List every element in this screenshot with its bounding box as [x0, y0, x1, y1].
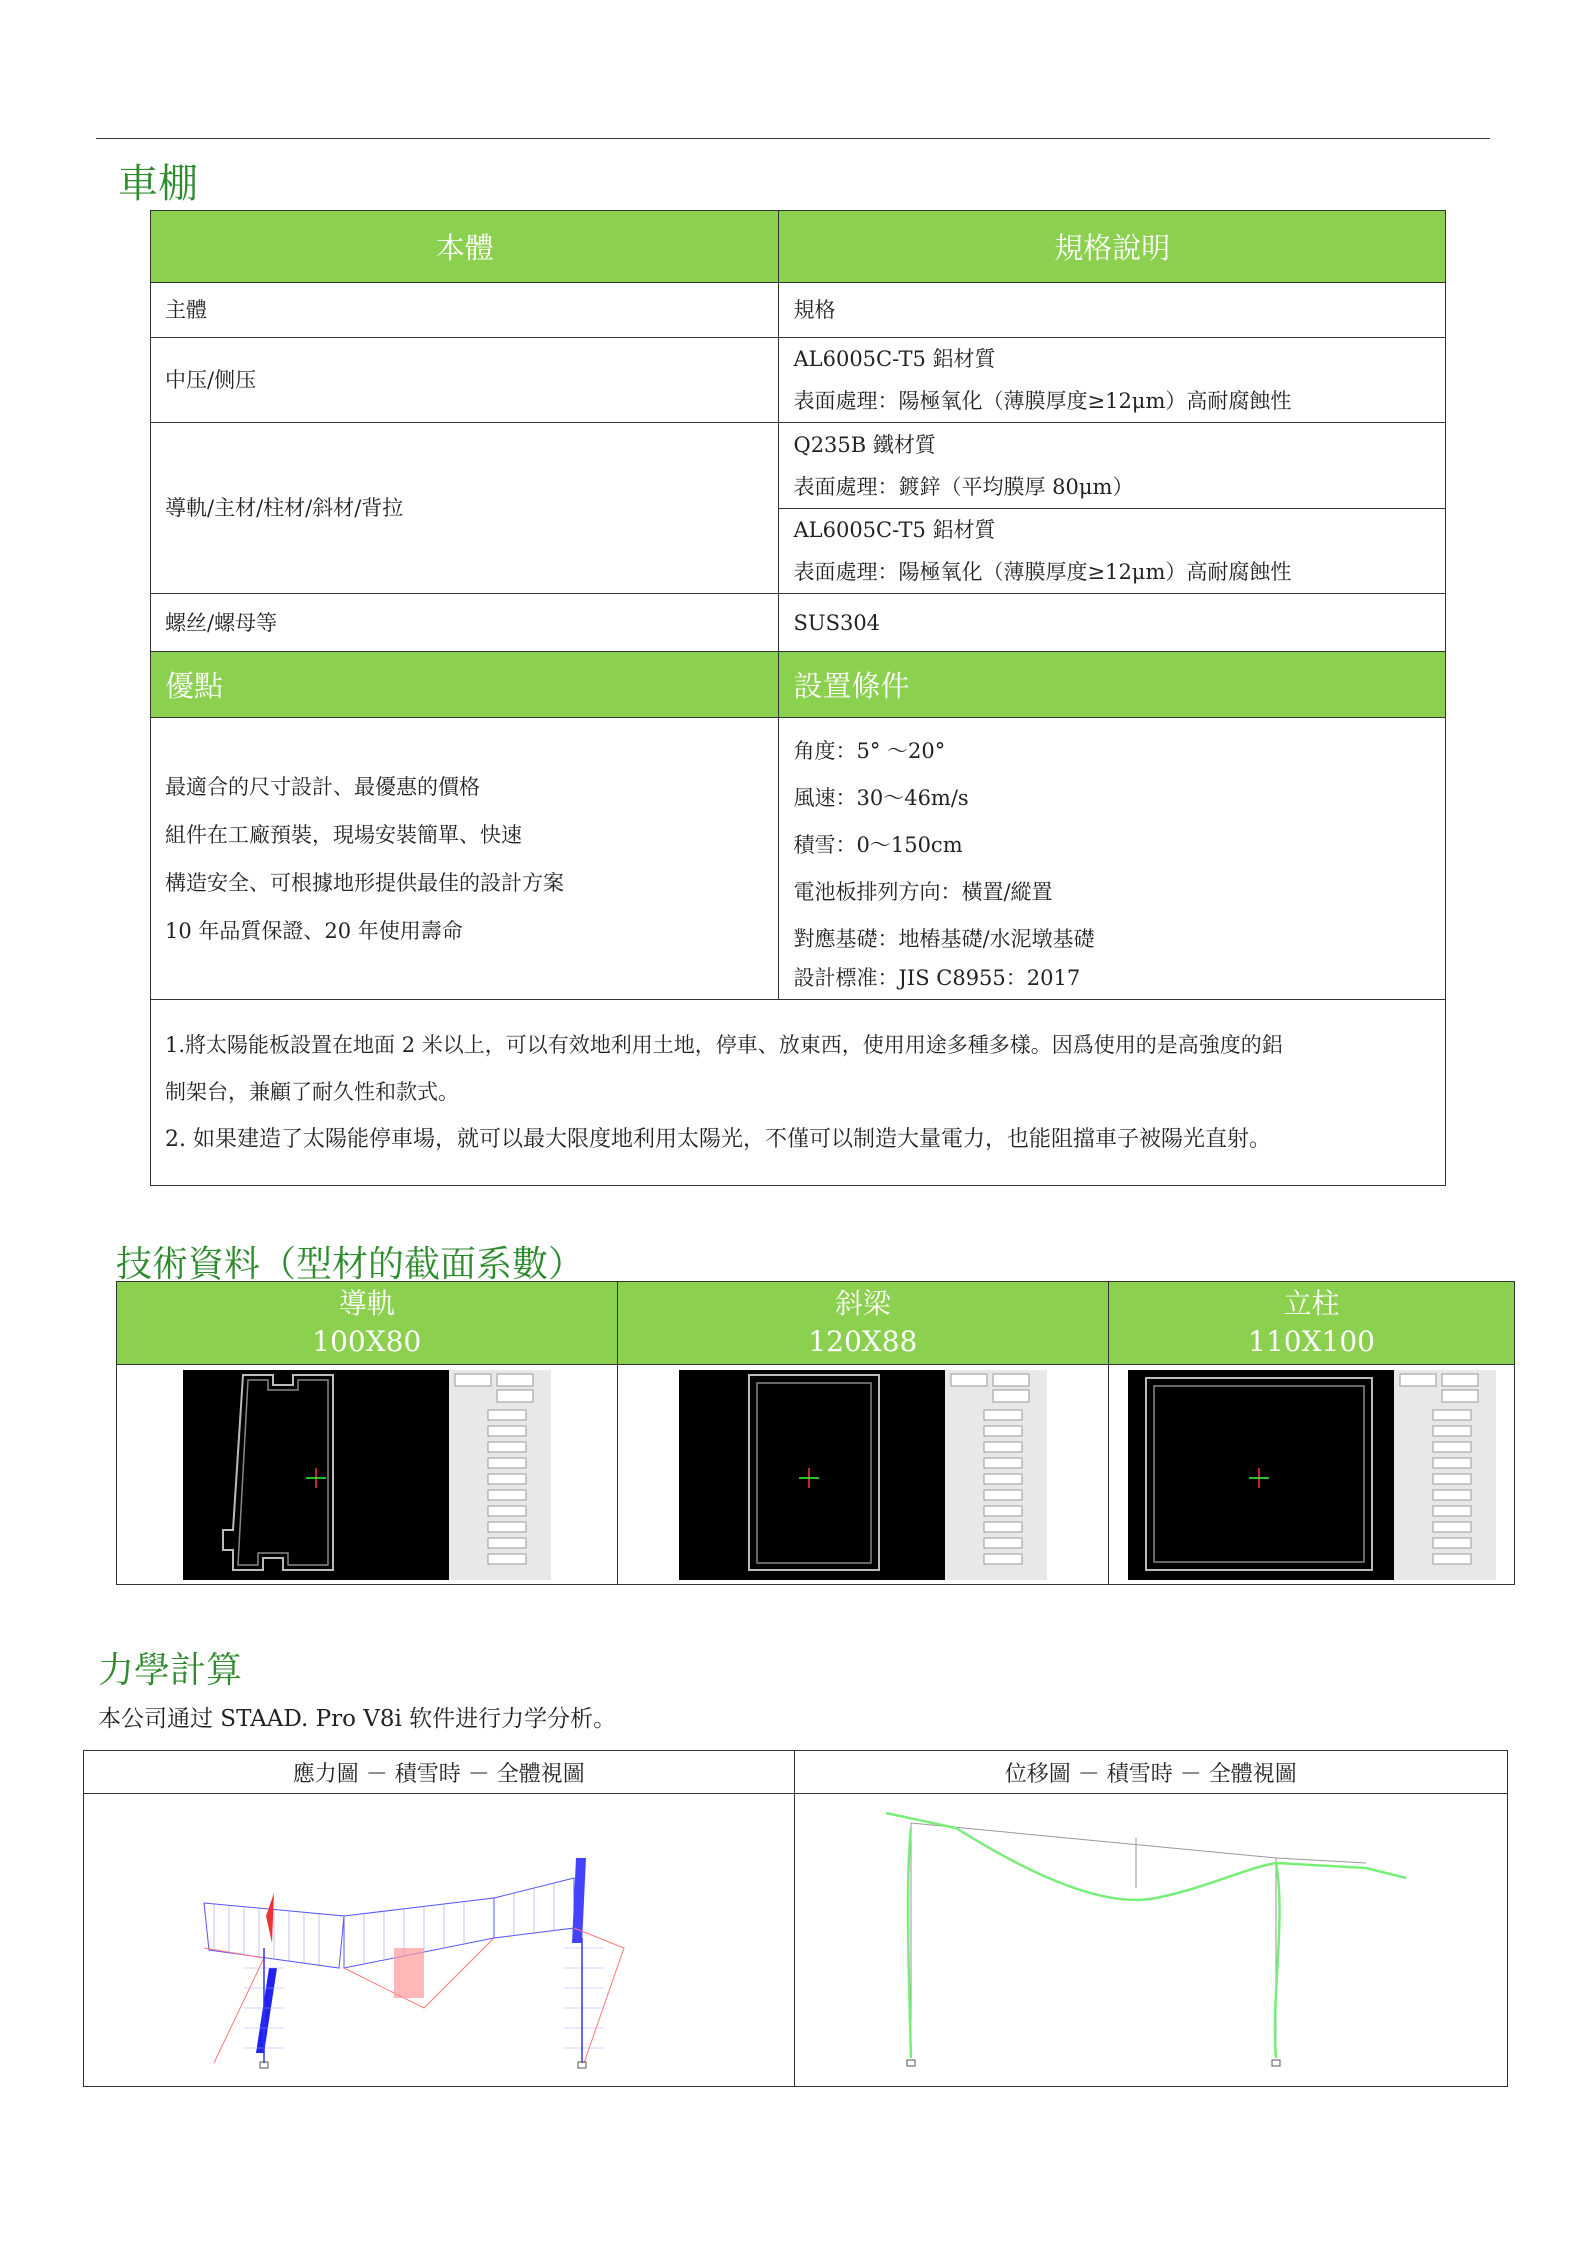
row-rail-value-b	[779, 509, 1446, 594]
tech-size: 120X88	[808, 1325, 918, 1358]
rail-material-a: Q235B 鐵材質	[793, 432, 936, 457]
condition-item: 積雪：0～150cm	[793, 833, 963, 857]
stress-diagram-title: 應力圖 － 積雪時 － 全體視圖	[84, 1751, 795, 1794]
conditions-list	[779, 718, 1446, 1000]
section-image-beam	[617, 1365, 1109, 1585]
rail-surface-b: 表面處理：陽極氧化（薄膜厚度≥12μm）高耐腐蝕性	[793, 560, 1292, 584]
tech-name: 斜梁	[834, 1287, 891, 1320]
spec-header-spec: 規格說明	[779, 211, 1446, 283]
advantage-item: 組件在工廠預裝，現場安裝簡單、快速	[165, 822, 522, 847]
condition-item: 風速：30～46m/s	[793, 786, 969, 810]
section-image-column	[1109, 1365, 1515, 1585]
section-title-mechanics: 力學計算	[98, 1650, 243, 1691]
section-title-carport: 車棚	[118, 161, 198, 207]
condition-item: 設計標准：JIS C8955：2017	[793, 966, 1081, 990]
row-main-value: 規格	[779, 283, 1446, 338]
displacement-diagram	[806, 1798, 1496, 2083]
row-rail-value-a	[779, 423, 1446, 509]
mechanics-intro: 本公司通过 STAAD. Pro V8i 软件进行力学分析。	[98, 1706, 617, 1732]
condition-item: 對應基礎：地樁基礎/水泥墩基礎	[793, 927, 1095, 951]
displacement-diagram-title: 位移圖 － 積雪時 － 全體視圖	[794, 1751, 1507, 1794]
tech-size: 100X80	[312, 1325, 422, 1358]
condition-item: 角度：5° ～20°	[793, 739, 946, 763]
rail-section-image	[183, 1370, 551, 1580]
clamp-surface: 表面處理：陽極氧化（薄膜厚度≥12μm）高耐腐蝕性	[793, 389, 1292, 413]
tech-size: 110X100	[1248, 1325, 1375, 1358]
tech-name: 導軌	[338, 1287, 395, 1320]
row-clamp-value	[779, 338, 1446, 423]
row-rail-label: 導軌/主材/柱材/斜材/背拉	[151, 423, 779, 594]
column-section-image	[1128, 1370, 1496, 1580]
row-clamp-label: 中压/侧压	[151, 338, 779, 423]
clamp-material: AL6005C-T5 鋁材質	[793, 347, 996, 371]
condition-item: 電池板排列方向：橫置/縱置	[793, 880, 1053, 904]
tech-table	[116, 1281, 1515, 1585]
rail-material-b: AL6005C-T5 鋁材質	[793, 518, 996, 542]
beam-section-image	[679, 1370, 1047, 1580]
mechanics-table	[83, 1750, 1508, 2087]
conditions-header: 設置條件	[779, 652, 1446, 718]
section-image-rail	[117, 1365, 618, 1585]
tech-header-column	[1109, 1282, 1515, 1365]
header-rule	[96, 138, 1490, 139]
spec-table	[150, 210, 1446, 1186]
advantage-item: 構造安全、可根據地形提供最佳的設計方案	[165, 870, 564, 895]
stress-diagram	[94, 1798, 784, 2083]
note-line: 制架台，兼顧了耐久性和款式。	[165, 1080, 459, 1104]
spec-header-body: 本體	[151, 211, 779, 283]
tech-name: 立柱	[1283, 1287, 1340, 1320]
advantage-item: 最適合的尺寸設計、最優惠的價格	[165, 774, 480, 799]
note-line: 2. 如果建造了太陽能停車場，就可以最大限度地利用太陽光，不僅可以制造大量電力，也能阻擋車子被陽光直射。	[165, 1127, 1271, 1152]
advantages-list	[151, 718, 779, 1000]
notes-cell	[151, 1000, 1446, 1186]
displacement-diagram-cell	[794, 1794, 1507, 2087]
tech-header-rail	[117, 1282, 618, 1365]
row-main-label: 主體	[151, 283, 779, 338]
rail-surface-a: 表面處理：鍍鋅（平均膜厚 80μm）	[793, 474, 1134, 499]
section-title-tech: 技術資料（型材的截面系數）	[116, 1244, 585, 1285]
advantage-item: 10 年品質保證、20 年使用壽命	[165, 918, 463, 943]
stress-diagram-cell	[84, 1794, 795, 2087]
note-line: 1.將太陽能板設置在地面 2 米以上，可以有效地利用土地，停車、放東西，使用用途多種多樣。因爲使用的是高強度的鋁	[165, 1033, 1283, 1057]
row-bolt-value: SUS304	[779, 594, 1446, 652]
advantages-header: 優點	[151, 652, 779, 718]
row-bolt-label: 螺丝/螺母等	[151, 594, 779, 652]
tech-header-beam	[617, 1282, 1109, 1365]
